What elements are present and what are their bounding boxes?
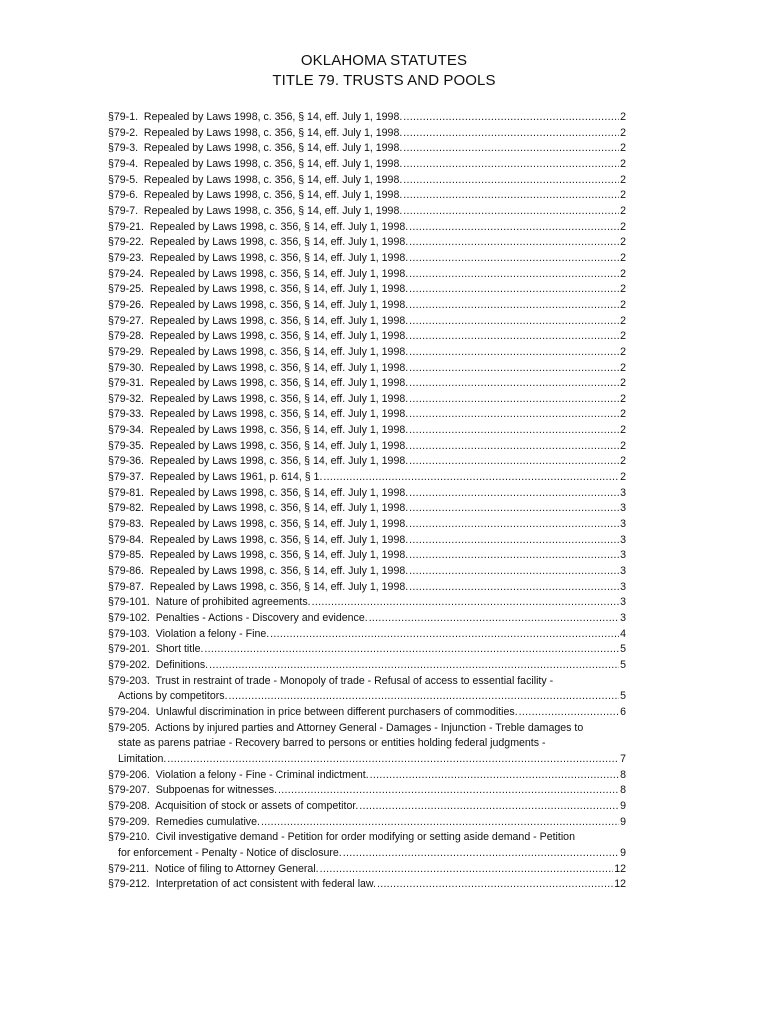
toc-page-number: 9 bbox=[620, 846, 626, 859]
toc-page-number: 12 bbox=[614, 878, 626, 891]
toc-entry-line bbox=[108, 188, 626, 204]
toc-entry-line bbox=[108, 877, 626, 893]
dot-leader bbox=[409, 298, 619, 314]
toc-page-number: 3 bbox=[620, 596, 626, 609]
dot-leader bbox=[409, 501, 619, 517]
dot-leader bbox=[409, 251, 619, 267]
toc-entry-line bbox=[108, 157, 626, 173]
toc-entry-line bbox=[108, 627, 626, 643]
toc-entry[interactable] bbox=[108, 173, 626, 189]
dot-leader bbox=[409, 345, 619, 361]
toc-entry[interactable] bbox=[108, 815, 626, 831]
toc-entry[interactable] bbox=[108, 674, 626, 705]
dot-leader bbox=[403, 188, 619, 204]
toc-entry[interactable] bbox=[108, 235, 626, 251]
dot-leader bbox=[409, 548, 619, 564]
toc-entry-text: §79-4. Repealed by Laws 1998, c. 356, § 14, eff. July 1, 1998. bbox=[108, 157, 403, 170]
dot-leader bbox=[403, 204, 619, 220]
toc-entry[interactable] bbox=[108, 470, 626, 486]
toc-page-number: 9 bbox=[620, 799, 626, 812]
toc-page-number: 2 bbox=[620, 455, 626, 468]
toc-entry-text: §79-26. Repealed by Laws 1998, c. 356, § 14, eff. July 1, 1998. bbox=[108, 298, 409, 311]
toc-entry-line bbox=[108, 486, 626, 502]
toc-entry[interactable] bbox=[108, 126, 626, 142]
dot-leader bbox=[409, 220, 619, 236]
toc-entry-text: §79-36. Repealed by Laws 1998, c. 356, § 14, eff. July 1, 1998. bbox=[108, 455, 409, 468]
toc-page-number: 2 bbox=[620, 251, 626, 264]
toc-entry[interactable] bbox=[108, 157, 626, 173]
toc-entry[interactable] bbox=[108, 376, 626, 392]
toc-entry-line bbox=[108, 705, 626, 721]
toc-entry-text: §79-204. Unlawful discrimination in price between different purchasers of commodities. bbox=[108, 705, 518, 718]
dot-leader bbox=[409, 282, 619, 298]
toc-entry-text: §79-103. Violation a felony - Fine. bbox=[108, 627, 270, 640]
toc-entry-line bbox=[108, 267, 626, 283]
toc-page-number: 5 bbox=[620, 690, 626, 703]
toc-entry-line bbox=[108, 345, 626, 361]
toc-page-number: 5 bbox=[620, 658, 626, 671]
toc-entry[interactable] bbox=[108, 658, 626, 674]
toc-entry-text: §79-29. Repealed by Laws 1998, c. 356, § 14, eff. July 1, 1998. bbox=[108, 345, 409, 358]
toc-entry-text: §79-208. Acquisition of stock or assets of competitor. bbox=[108, 799, 359, 812]
dot-leader bbox=[270, 627, 619, 643]
toc-entry-line bbox=[108, 846, 626, 862]
toc-entry-text: §79-86. Repealed by Laws 1998, c. 356, § 14, eff. July 1, 1998. bbox=[108, 565, 409, 578]
toc-page-number: 5 bbox=[620, 643, 626, 656]
toc-entry-line bbox=[108, 220, 626, 236]
toc-entry-text: §79-34. Repealed by Laws 1998, c. 356, § 14, eff. July 1, 1998. bbox=[108, 424, 409, 437]
dot-leader bbox=[409, 580, 619, 596]
toc-entry-line bbox=[108, 329, 626, 345]
toc-page-number: 2 bbox=[620, 267, 626, 280]
toc-page-number: 3 bbox=[620, 502, 626, 515]
toc-entry-text: §79-203. Trust in restraint of trade - Monopoly of trade - Refusal of access to essential facility - bbox=[108, 674, 554, 687]
toc-entry-line bbox=[108, 141, 626, 157]
toc-entry-text: §79-210. Civil investigative demand - Petition for order modifying or setting aside demand - Petition bbox=[108, 831, 575, 844]
toc-entry[interactable] bbox=[108, 548, 626, 564]
toc-entry-text: §79-27. Repealed by Laws 1998, c. 356, § 14, eff. July 1, 1998. bbox=[108, 314, 409, 327]
toc-entry-text: §79-205. Actions by injured parties and Attorney General - Damages - Injunction - Treble damages to bbox=[108, 721, 584, 734]
toc-page-number: 3 bbox=[620, 612, 626, 624]
toc-entry-text: §79-1. Repealed by Laws 1998, c. 356, § 14, eff. July 1, 1998. bbox=[108, 111, 403, 123]
dot-leader bbox=[369, 611, 619, 627]
dot-leader bbox=[403, 173, 619, 189]
toc-entry-text: §79-2. Repealed by Laws 1998, c. 356, § 14, eff. July 1, 1998. bbox=[108, 126, 403, 139]
dot-leader bbox=[323, 470, 619, 486]
toc-entry-line bbox=[108, 392, 626, 408]
toc-entry[interactable] bbox=[108, 361, 626, 377]
toc-entry[interactable] bbox=[108, 329, 626, 345]
toc-entry[interactable] bbox=[108, 282, 626, 298]
toc-entry-text: for enforcement - Penalty - Notice of disclosure. bbox=[118, 846, 342, 859]
toc-entry-line bbox=[108, 611, 626, 627]
toc-entry[interactable] bbox=[108, 830, 626, 861]
dot-leader bbox=[409, 329, 619, 345]
document-subtitle: TITLE 79. TRUSTS AND POOLS bbox=[272, 72, 496, 89]
toc-entry-text: §79-7. Repealed by Laws 1998, c. 356, § 14, eff. July 1, 1998. bbox=[108, 204, 403, 217]
toc-entry-text: §79-23. Repealed by Laws 1998, c. 356, § 14, eff. July 1, 1998. bbox=[108, 251, 409, 264]
toc-entry-text: §79-83. Repealed by Laws 1998, c. 356, § 14, eff. July 1, 1998. bbox=[108, 518, 409, 531]
toc-entry-line bbox=[108, 658, 626, 674]
toc-entry-text: §79-206. Violation a felony - Fine - Criminal indictment. bbox=[108, 768, 369, 781]
toc-entry-text: §79-84. Repealed by Laws 1998, c. 356, § 14, eff. July 1, 1998. bbox=[108, 533, 409, 546]
toc-entry[interactable] bbox=[108, 298, 626, 314]
toc-entry[interactable] bbox=[108, 642, 626, 658]
toc-page-number: 2 bbox=[620, 345, 626, 358]
dot-leader bbox=[261, 815, 619, 831]
toc-entry-line bbox=[108, 595, 626, 611]
toc-entry-text: §79-212. Interpretation of act consistent with federal law. bbox=[108, 878, 376, 891]
toc-page-number: 3 bbox=[620, 518, 626, 531]
toc-entry-text: §79-207. Subpoenas for witnesses. bbox=[108, 784, 278, 797]
toc-entry[interactable] bbox=[108, 862, 626, 878]
toc-entry-text: Limitation. bbox=[118, 752, 167, 765]
toc-entry-text: §79-202. Definitions. bbox=[108, 658, 209, 671]
toc-page-number: 2 bbox=[620, 189, 626, 202]
toc-page-number: 7 bbox=[620, 752, 626, 765]
toc-page-number: 2 bbox=[620, 439, 626, 452]
dot-leader bbox=[403, 110, 619, 126]
toc-entry-line bbox=[108, 298, 626, 314]
toc-page-number: 6 bbox=[620, 705, 626, 718]
dot-leader bbox=[278, 783, 619, 799]
toc-entry-text: §79-24. Repealed by Laws 1998, c. 356, § 14, eff. July 1, 1998. bbox=[108, 267, 409, 280]
dot-leader bbox=[409, 423, 619, 439]
toc-entry-text: §79-31. Repealed by Laws 1998, c. 356, § 14, eff. July 1, 1998. bbox=[108, 377, 409, 390]
toc-entry-text: §79-3. Repealed by Laws 1998, c. 356, § 14, eff. July 1, 1998. bbox=[108, 142, 403, 155]
dot-leader bbox=[409, 361, 619, 377]
toc-entry[interactable] bbox=[108, 314, 626, 330]
toc-page-number: 8 bbox=[620, 784, 626, 797]
toc-page-number: 2 bbox=[620, 298, 626, 311]
toc-entry[interactable] bbox=[108, 204, 626, 220]
toc-entry-text: §79-25. Repealed by Laws 1998, c. 356, § 14, eff. July 1, 1998. bbox=[108, 283, 409, 296]
toc-entry-line bbox=[108, 642, 626, 658]
toc-page-number: 12 bbox=[614, 862, 626, 875]
toc-entry-line bbox=[108, 564, 626, 580]
toc-entry-text: §79-82. Repealed by Laws 1998, c. 356, § 14, eff. July 1, 1998. bbox=[108, 502, 409, 515]
toc-entry[interactable] bbox=[108, 392, 626, 408]
toc-entry-line bbox=[108, 204, 626, 220]
dot-leader bbox=[409, 235, 619, 251]
toc-entry-line bbox=[108, 110, 626, 126]
toc-entry-text: §79-102. Penalties - Actions - Discovery and evidence. bbox=[108, 612, 368, 624]
toc-page-number: 2 bbox=[620, 392, 626, 405]
dot-leader bbox=[343, 846, 619, 862]
dot-leader bbox=[359, 799, 619, 815]
toc-entry-line bbox=[108, 799, 626, 815]
toc-entry[interactable] bbox=[108, 877, 626, 893]
toc-entry-text: §79-101. Nature of prohibited agreements. bbox=[108, 596, 311, 609]
toc-entry-text: §79-85. Repealed by Laws 1998, c. 356, § 14, eff. July 1, 1998. bbox=[108, 549, 409, 562]
dot-leader bbox=[409, 392, 619, 408]
toc-entry-text: §79-87. Repealed by Laws 1998, c. 356, § 14, eff. July 1, 1998. bbox=[108, 580, 409, 593]
toc-page-number: 2 bbox=[620, 173, 626, 186]
toc-page-number: 3 bbox=[620, 486, 626, 499]
toc-entry-text: §79-5. Repealed by Laws 1998, c. 356, § 14, eff. July 1, 1998. bbox=[108, 173, 403, 186]
dot-leader bbox=[409, 407, 619, 423]
toc-entry[interactable] bbox=[108, 486, 626, 502]
toc-entry-line bbox=[108, 533, 626, 549]
toc-page-number: 3 bbox=[620, 533, 626, 546]
toc-entry-text: §79-22. Repealed by Laws 1998, c. 356, § 14, eff. July 1, 1998. bbox=[108, 236, 409, 249]
toc-entry-line bbox=[108, 736, 626, 752]
toc-entry-line bbox=[108, 517, 626, 533]
toc-entry-line bbox=[108, 173, 626, 189]
toc-entry-text: §79-21. Repealed by Laws 1998, c. 356, § 14, eff. July 1, 1998. bbox=[108, 220, 409, 233]
dot-leader bbox=[403, 141, 619, 157]
toc-entry[interactable] bbox=[108, 627, 626, 643]
toc-page-number: 3 bbox=[620, 565, 626, 578]
toc-entry-line bbox=[108, 282, 626, 298]
toc-page-number: 2 bbox=[620, 361, 626, 374]
toc-entry-line bbox=[108, 830, 626, 846]
toc-entry[interactable] bbox=[108, 564, 626, 580]
toc-entry-line bbox=[108, 862, 626, 878]
toc-page-number: 2 bbox=[620, 157, 626, 170]
dot-leader bbox=[403, 157, 619, 173]
dot-leader bbox=[409, 376, 619, 392]
toc-entry-line bbox=[108, 235, 626, 251]
toc-entry-line bbox=[108, 501, 626, 517]
toc-entry-line bbox=[108, 470, 626, 486]
toc-entry-text: state as parens patriae - Recovery barred to persons or entities holding federal judgments - bbox=[118, 737, 546, 750]
toc-page-number: 4 bbox=[620, 627, 626, 640]
toc-entry-text: §79-32. Repealed by Laws 1998, c. 356, § 14, eff. July 1, 1998. bbox=[108, 392, 409, 405]
toc-entry[interactable] bbox=[108, 439, 626, 455]
toc-entry[interactable] bbox=[108, 220, 626, 236]
toc-page-number: 9 bbox=[620, 815, 626, 828]
toc-entry[interactable] bbox=[108, 501, 626, 517]
toc-entry[interactable] bbox=[108, 267, 626, 283]
toc-page-number: 8 bbox=[620, 768, 626, 781]
table-of-contents bbox=[108, 110, 626, 893]
toc-entry[interactable] bbox=[108, 783, 626, 799]
toc-entry-text: Actions by competitors. bbox=[118, 690, 228, 703]
toc-entry-line bbox=[108, 407, 626, 423]
toc-page-number: 2 bbox=[620, 424, 626, 437]
toc-entry[interactable] bbox=[108, 407, 626, 423]
toc-entry-line bbox=[108, 721, 626, 737]
toc-entry-text: §79-81. Repealed by Laws 1998, c. 356, § 14, eff. July 1, 1998. bbox=[108, 486, 409, 499]
toc-entry-line bbox=[108, 815, 626, 831]
dot-leader bbox=[409, 267, 619, 283]
toc-entry-line bbox=[108, 361, 626, 377]
toc-entry[interactable] bbox=[108, 141, 626, 157]
dot-leader bbox=[409, 314, 619, 330]
toc-entry-line bbox=[108, 783, 626, 799]
toc-entry-text: §79-30. Repealed by Laws 1998, c. 356, § 14, eff. July 1, 1998. bbox=[108, 361, 409, 374]
dot-leader bbox=[409, 454, 619, 470]
toc-page-number: 2 bbox=[620, 220, 626, 233]
toc-entry-text: §79-211. Notice of filing to Attorney General. bbox=[108, 862, 319, 875]
toc-entry[interactable] bbox=[108, 251, 626, 267]
toc-entry-line bbox=[108, 126, 626, 142]
dot-leader bbox=[409, 486, 619, 502]
toc-entry[interactable] bbox=[108, 580, 626, 596]
dot-leader bbox=[377, 877, 613, 893]
toc-page-number: 2 bbox=[620, 330, 626, 343]
toc-entry[interactable] bbox=[108, 705, 626, 721]
toc-page-number: 2 bbox=[620, 314, 626, 327]
toc-entry[interactable] bbox=[108, 517, 626, 533]
dot-leader bbox=[312, 595, 620, 611]
document-header bbox=[0, 51, 768, 91]
toc-entry-text: §79-6. Repealed by Laws 1998, c. 356, § 14, eff. July 1, 1998. bbox=[108, 189, 403, 202]
dot-leader bbox=[409, 517, 619, 533]
toc-entry[interactable] bbox=[108, 595, 626, 611]
toc-entry-text: §79-35. Repealed by Laws 1998, c. 356, § 14, eff. July 1, 1998. bbox=[108, 439, 409, 452]
toc-entry[interactable] bbox=[108, 345, 626, 361]
toc-entry-line bbox=[108, 752, 626, 768]
dot-leader bbox=[320, 862, 614, 878]
toc-entry-line bbox=[108, 423, 626, 439]
toc-page-number: 2 bbox=[620, 471, 626, 484]
dot-leader bbox=[409, 439, 619, 455]
dot-leader bbox=[409, 564, 619, 580]
toc-entry[interactable] bbox=[108, 454, 626, 470]
toc-entry-text: §79-33. Repealed by Laws 1998, c. 356, § 14, eff. July 1, 1998. bbox=[108, 408, 409, 421]
dot-leader bbox=[167, 752, 619, 768]
dot-leader bbox=[409, 533, 619, 549]
toc-page-number: 2 bbox=[620, 236, 626, 249]
toc-entry-line bbox=[108, 580, 626, 596]
toc-page-number: 2 bbox=[620, 142, 626, 155]
toc-page-number: 2 bbox=[620, 126, 626, 139]
toc-page-number: 3 bbox=[620, 580, 626, 593]
dot-leader bbox=[519, 705, 619, 721]
toc-entry-text: §79-201. Short title. bbox=[108, 643, 204, 656]
toc-entry-line bbox=[108, 689, 626, 705]
toc-page-number: 2 bbox=[620, 408, 626, 421]
dot-leader bbox=[370, 768, 619, 784]
toc-page-number: 2 bbox=[620, 111, 626, 123]
dot-leader bbox=[229, 689, 620, 705]
toc-entry[interactable] bbox=[108, 799, 626, 815]
document-title: OKLAHOMA STATUTES bbox=[300, 52, 468, 69]
toc-entry-line bbox=[108, 251, 626, 267]
dot-leader bbox=[204, 642, 619, 658]
toc-entry-line bbox=[108, 548, 626, 564]
toc-entry[interactable] bbox=[108, 533, 626, 549]
toc-entry[interactable] bbox=[108, 110, 626, 126]
toc-entry-line bbox=[108, 674, 626, 690]
toc-entry-line bbox=[108, 314, 626, 330]
toc-page-number: 2 bbox=[620, 377, 626, 390]
toc-page-number: 2 bbox=[620, 283, 626, 296]
toc-entry[interactable] bbox=[108, 611, 626, 627]
dot-leader bbox=[209, 658, 619, 674]
toc-entry-text: §79-37. Repealed by Laws 1961, p. 614, § 1. bbox=[108, 471, 323, 484]
toc-entry[interactable] bbox=[108, 188, 626, 204]
toc-entry-line bbox=[108, 454, 626, 470]
toc-entry[interactable] bbox=[108, 768, 626, 784]
toc-entry[interactable] bbox=[108, 721, 626, 768]
toc-entry[interactable] bbox=[108, 423, 626, 439]
toc-entry-line bbox=[108, 768, 626, 784]
toc-entry-line bbox=[108, 376, 626, 392]
dot-leader bbox=[403, 126, 619, 142]
toc-entry-text: §79-209. Remedies cumulative. bbox=[108, 815, 260, 828]
toc-entry-line bbox=[108, 439, 626, 455]
toc-page-number: 2 bbox=[620, 204, 626, 217]
toc-entry-text: §79-28. Repealed by Laws 1998, c. 356, § 14, eff. July 1, 1998. bbox=[108, 330, 409, 343]
toc-page-number: 3 bbox=[620, 549, 626, 562]
